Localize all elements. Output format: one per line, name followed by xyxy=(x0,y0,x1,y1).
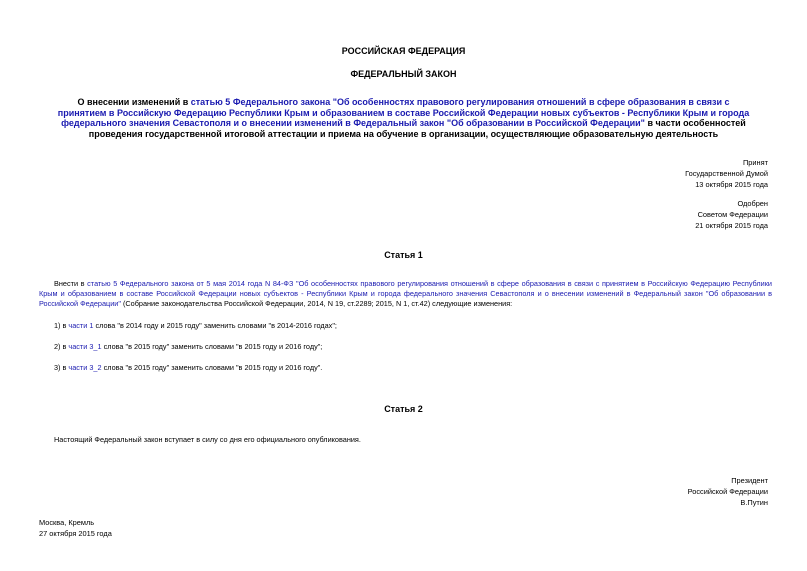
signing-date: 27 октября 2015 года xyxy=(39,529,112,538)
signing-place: Москва, Кремль xyxy=(39,518,95,527)
adopted-block xyxy=(685,157,768,190)
article-1-text-suffix: (Собрание законодательства Российской Федерации, 2014, N 19, ст.2289; 2015, N 1, ст.42) следующие изменения: xyxy=(120,298,513,308)
president-country: Российской Федерации xyxy=(687,487,768,496)
title-text-prefix: О внесении изменений в xyxy=(77,97,191,107)
law-title xyxy=(52,97,755,139)
article-1-text-prefix: Внести в xyxy=(54,279,88,288)
article-1-law-link[interactable]: статью 5 Федерального закона от 5 мая 2014 года N 84-ФЗ "Об особенностях правового регулирования отношений в сфере образования в связи с принятием в Российскую Федерацию Республики Крым и образованием в составе Российской Федерации новых субъектов - Республики Крым и города федерального значения Севастополя и о внесении изменений в Федеральный закон "Об образовании в Российской Федерации" xyxy=(39,279,773,308)
amendment-text: слова "в 2015 году" заменить словами "в 2015 году и 2016 году"; xyxy=(101,342,323,351)
president-title: Президент xyxy=(731,476,768,485)
adopted-label: Принят xyxy=(742,158,768,167)
amendment-prefix: 3) в xyxy=(54,363,69,372)
law-type-header: ФЕДЕРАЛЬНЫЙ ЗАКОН xyxy=(350,69,457,79)
article-2-text: Настоящий Федеральный закон вступает в силу со дня его официального опубликования. xyxy=(54,435,361,444)
amendment-text: слова "в 2015 году" заменить словами "в 2015 году и 2016 году". xyxy=(101,363,323,372)
amendment-item xyxy=(54,321,337,330)
approved-date: 21 октября 2015 года xyxy=(695,221,768,230)
article-2-heading: Статья 2 xyxy=(384,404,423,414)
article-1-heading: Статья 1 xyxy=(384,250,423,260)
amendment-link[interactable]: части 3_2 xyxy=(68,363,102,372)
title-law-link[interactable]: статью 5 Федерального закона "Об особенностях правового регулирования отношений в сфере образования в связи с принятием в Российскую Федерацию Республики Крым и образованием в составе Российской Федерации новых субъектов - Республики Крым и города федерального значения Севастополя и о внесении изменений в Федеральный закон "Об образовании в Российской Федерации" xyxy=(57,97,750,129)
amendment-text: слова "в 2014 году и 2015 году" заменить словами "в 2014-2016 годах"; xyxy=(93,321,337,330)
approved-label: Одобрен xyxy=(737,199,768,208)
amendment-link[interactable]: части 1 xyxy=(68,321,94,330)
title-text-suffix: в части особенностей проведения государственной итоговой аттестации и приема на обучение в организации, осуществляющие образовательную деятельность xyxy=(88,118,746,139)
amendment-item xyxy=(54,363,322,372)
approved-by: Советом Федерации xyxy=(697,210,768,219)
place-date-block xyxy=(39,517,112,539)
approved-block xyxy=(695,198,768,231)
federation-header: РОССИЙСКАЯ ФЕДЕРАЦИЯ xyxy=(341,46,466,56)
amendment-prefix: 2) в xyxy=(54,342,69,351)
president-block xyxy=(688,475,768,508)
article-1-paragraph xyxy=(39,279,772,308)
amendment-link[interactable]: части 3_1 xyxy=(68,342,102,351)
amendment-prefix: 1) в xyxy=(54,321,69,330)
amendment-item xyxy=(54,342,322,351)
president-name: В.Путин xyxy=(740,498,768,507)
adopted-by: Государственной Думой xyxy=(685,169,768,178)
adopted-date: 13 октября 2015 года xyxy=(695,180,768,189)
